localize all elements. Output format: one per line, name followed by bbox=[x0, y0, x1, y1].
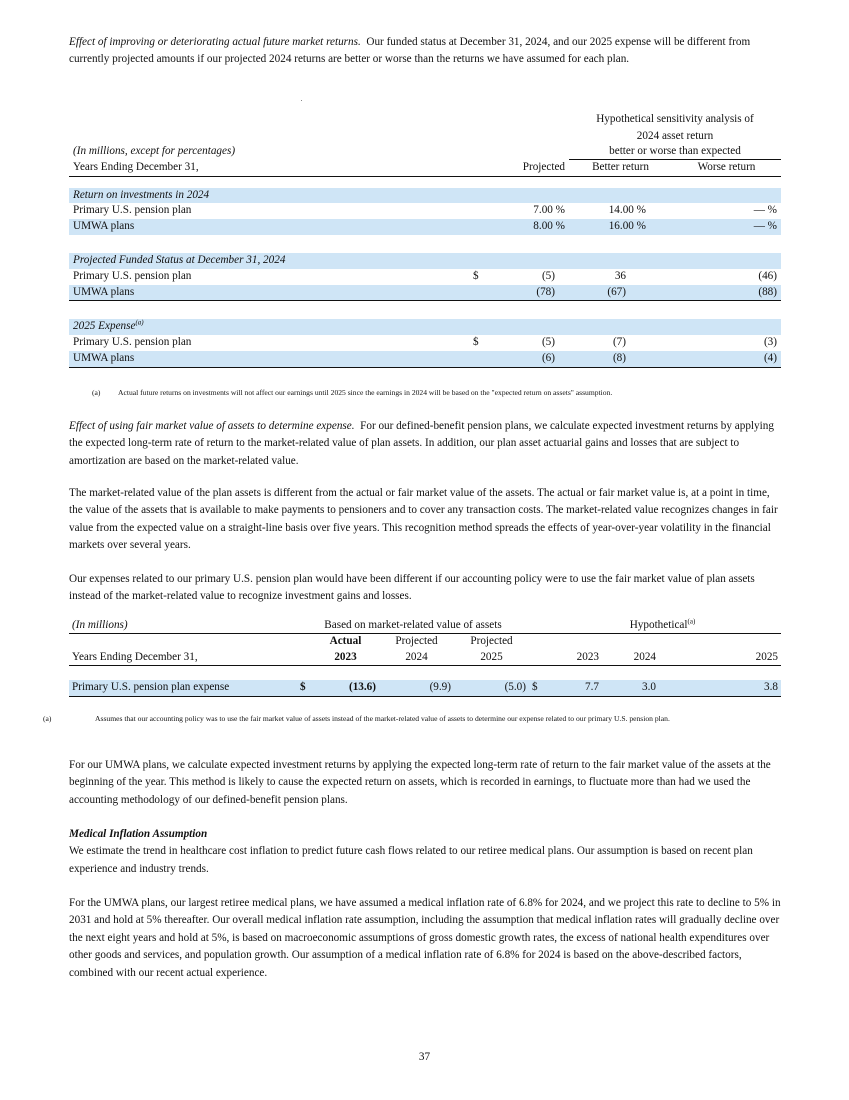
footnote-sensitivity: (a) Actual future returns on investments will not affect our earnings until 2025 since the earnings in 2024 will be based on the "expected return on assets" assumption. bbox=[92, 388, 613, 397]
paragraph-body: For our defined-benefit pension plans, we calculate expected investment returns by applying the expected long-term rate of return to the market-related value of plan assets. In addition, our plan asset actuarial gains and losses that are subject to amortization are based on the market-related value. bbox=[69, 420, 774, 467]
group-header-line1: Hypothetical sensitivity analysis of bbox=[596, 113, 754, 126]
stray-dot bbox=[301, 100, 302, 101]
paragraph-market-returns bbox=[69, 34, 782, 69]
paragraph-heading: Effect of using fair market value of assets to determine expense. bbox=[69, 420, 355, 432]
table-row: UMWA plans (78) (67) (88) bbox=[69, 285, 781, 301]
paragraph-heading: Effect of improving or deteriorating actual future market returns. bbox=[69, 36, 361, 48]
section-title: Return on investments in 2024 bbox=[69, 188, 781, 204]
group-header-line3: better or worse than expected bbox=[569, 144, 781, 160]
table-row: Primary U.S. pension plan $ (5) 36 (46) bbox=[73, 269, 777, 282]
paragraph-umwa-rate: For the UMWA plans, our largest retiree medical plans, we have assumed a medical inflation rate of 6.8% for 2024, and we project this rate to decline to 5% in 2031 and hold at 5% thereafter. Our overall medical inflation rate assumption, including the assumption that medical inflation rates will gradually decline over the next eight years and hold at 5%, is based on macroeconomic assumptions of gross domestic growth rates, the excess of national health expenditures over other goods and services, and population growth. Our assumption of a medical inflation rate of 6.8% for 2024 is based on the above-described factors, combined with our recent actual experience. bbox=[69, 897, 781, 979]
row-header: Years Ending December 31, bbox=[69, 159, 469, 176]
table-row: Primary U.S. pension plan expense $ (13.6) (9.9) (5.0) $ 7.7 3.0 3.8 bbox=[69, 680, 781, 696]
paragraph-medical-inflation bbox=[69, 826, 782, 878]
group-header-line2: 2024 asset return bbox=[636, 129, 714, 142]
paragraph-fair-value bbox=[69, 418, 782, 470]
paragraph-body: We estimate the trend in healthcare cost inflation to predict future cash flows related to our retiree medical plans. Our assumption is based on recent plan experience and industry trends. bbox=[69, 845, 753, 875]
table-row: UMWA plans (6) (8) (4) bbox=[69, 351, 781, 367]
units-label: (In millions, except for percentages) bbox=[73, 144, 236, 157]
group-header-hypothetical: Hypothetical$^{(a)}$ bbox=[544, 618, 781, 634]
section-heading: Medical Inflation Assumption bbox=[69, 828, 208, 840]
page-number: 37 bbox=[418, 1051, 431, 1063]
units-label: (In millions) bbox=[69, 618, 297, 634]
paragraph-body: Our funded status at December 31, 2024, and our 2025 expense will be different from currently projected amounts if our projected 2024 returns are better or worse than the returns we have assumed for each plan. bbox=[69, 36, 751, 66]
sensitivity-table bbox=[69, 112, 781, 368]
footnote-expense: (a) Assumes that our accounting policy was to use the fair market value of assets instead of the market-related value of assets to determine our expense related to our primary U.S. pension plan. bbox=[43, 714, 670, 723]
group-header-based-on: Based on market-related value of assets bbox=[297, 618, 529, 634]
section-title: Projected Funded Status at December 31, 2024 bbox=[69, 253, 781, 269]
expense-table: (In millions) Based on market-related value of assets Hypothetical$^{(a)}$ Actual Projected Projected Years Ending December 31, 2023 2024 2025 2023 2024 2025 Primary U.S. pension plan expense $ (13.6) (9.9) (5.0) $ 7.7 3.0 3.8 bbox=[69, 618, 781, 697]
table-row: Primary U.S. pension plan 7.00 % 14.00 % — % bbox=[73, 204, 777, 217]
paragraph-umwa: For our UMWA plans, we calculate expected investment returns by applying the expected long-term rate of return to the fair market value of the assets at the beginning of the year. This method is likely to cause the expected return on assets, which is recorded in earnings, to fluctuate more than had we used the accounting methodology of our defined-benefit pension plans. bbox=[69, 759, 771, 806]
col-better: Better return bbox=[569, 159, 672, 176]
col-worse: Worse return bbox=[672, 159, 781, 176]
paragraph-market-related: The market-related value of the plan assets is different from the actual or fair market value of the assets. The actual or fair market value is, at a point in time, the value of the assets that is available to make payments to pensioners and to cover any transaction costs. The market-related value recognizes changes in fair value from the expected value on a straight-line basis over five years. This recognition method spreads the effects of year-over-year volatility in the financial markets over several years. bbox=[69, 487, 778, 552]
table-row: Primary U.S. pension plan $ (5) (7) (3) bbox=[73, 336, 777, 349]
paragraph-expenses: Our expenses related to our primary U.S. pension plan would have been different if our accounting policy were to use the fair market value of plan assets instead of the market-related value to recognize investment gains and losses. bbox=[69, 573, 755, 603]
row-header: Years Ending December 31, bbox=[69, 650, 297, 666]
table-row: UMWA plans 8.00 % 16.00 % — % bbox=[69, 219, 781, 235]
col-projected: Projected bbox=[507, 159, 569, 176]
section-title: 2025 Expense$^{(a)}$ bbox=[69, 319, 781, 335]
